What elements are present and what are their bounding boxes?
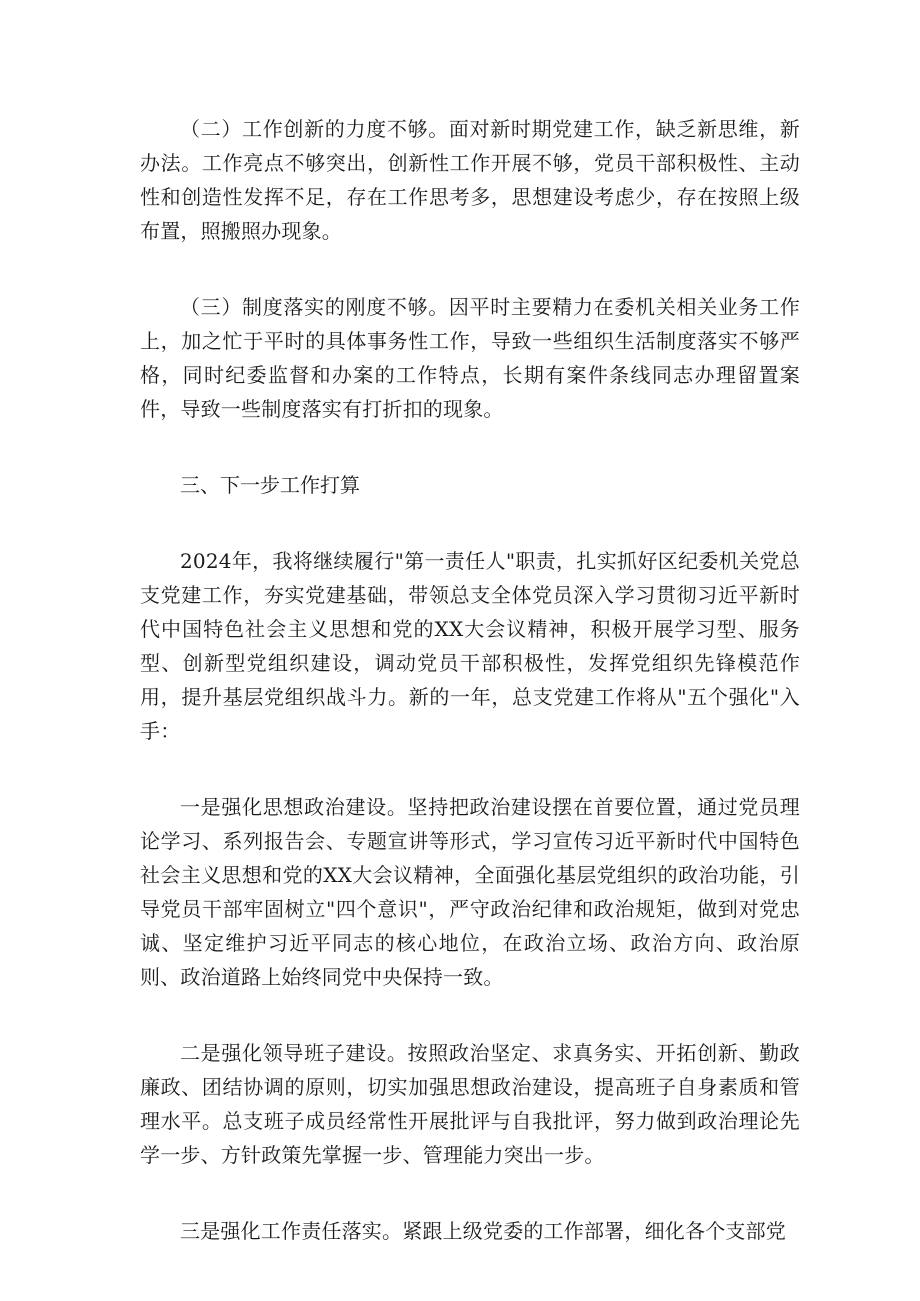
paragraph-innovation: （二）工作创新的力度不够。面对新时期党建工作，缺乏新思维，新办法。工作亮点不够突出，创新性工作开展不够，党员干部积极性、主动性和创造性发挥不足，存在工作思考多，思想建设考虑少，存在按照上级布置，照搬照办现象。	[140, 117, 800, 243]
section-heading-next-steps: 三、下一步工作打算	[180, 473, 360, 497]
paragraph-responsibility: 三是强化工作责任落实。紧跟上级党委的工作部署，细化各个支部党	[180, 1219, 786, 1243]
paragraph-2024-plan: 2024年，我将继续履行"第一责任人"职责，扎实抓好区纪委机关党总支党建工作，夯实党建基础，带领总支全体党员深入学习贯彻习近平新时代中国特色社会主义思想和党的XX大会议精神，积极开展学习型、服务型、创新型党组织建设，调动党员干部积极性，发挥党组织先锋模范作用，提升基层党组织战斗力。新的一年，总支党建工作将从"五个强化"入手：	[140, 549, 800, 743]
document-body	[140, 112, 800, 1248]
paragraph-leadership-team: 二是强化领导班子建设。按照政治坚定、求真务实、开拓创新、勤政廉政、团结协调的原则，切实加强思想政治建设，提高班子自身素质和管理水平。总支班子成员经常性开展批评与自我批评，努力做到政治理论先学一步、方针政策先掌握一步、管理能力突出一步。	[140, 1041, 800, 1167]
paragraph-system-implementation: （三）制度落实的刚度不够。因平时主要精力在委机关相关业务工作上，加之忙于平时的具体事务性工作，导致一些组织生活制度落实不够严格，同时纪委监督和办案的工作特点，长期有案件条线同志办理留置案件，导致一些制度落实有打折扣的现象。	[140, 295, 800, 421]
paragraph-ideological-political: 一是强化思想政治建设。坚持把政治建设摆在首要位置，通过党员理论学习、系列报告会、专题宣讲等形式，学习宣传习近平新时代中国特色社会主义思想和党的XX大会议精神，全面强化基层党组织的政治功能，引导党员干部牢固树立"四个意识"，严守政治纪律和政治规矩，做到对党忠诚、坚定维护习近平同志的核心地位，在政治立场、政治方向、政治原则、政治道路上始终同党中央保持一致。	[140, 795, 800, 989]
